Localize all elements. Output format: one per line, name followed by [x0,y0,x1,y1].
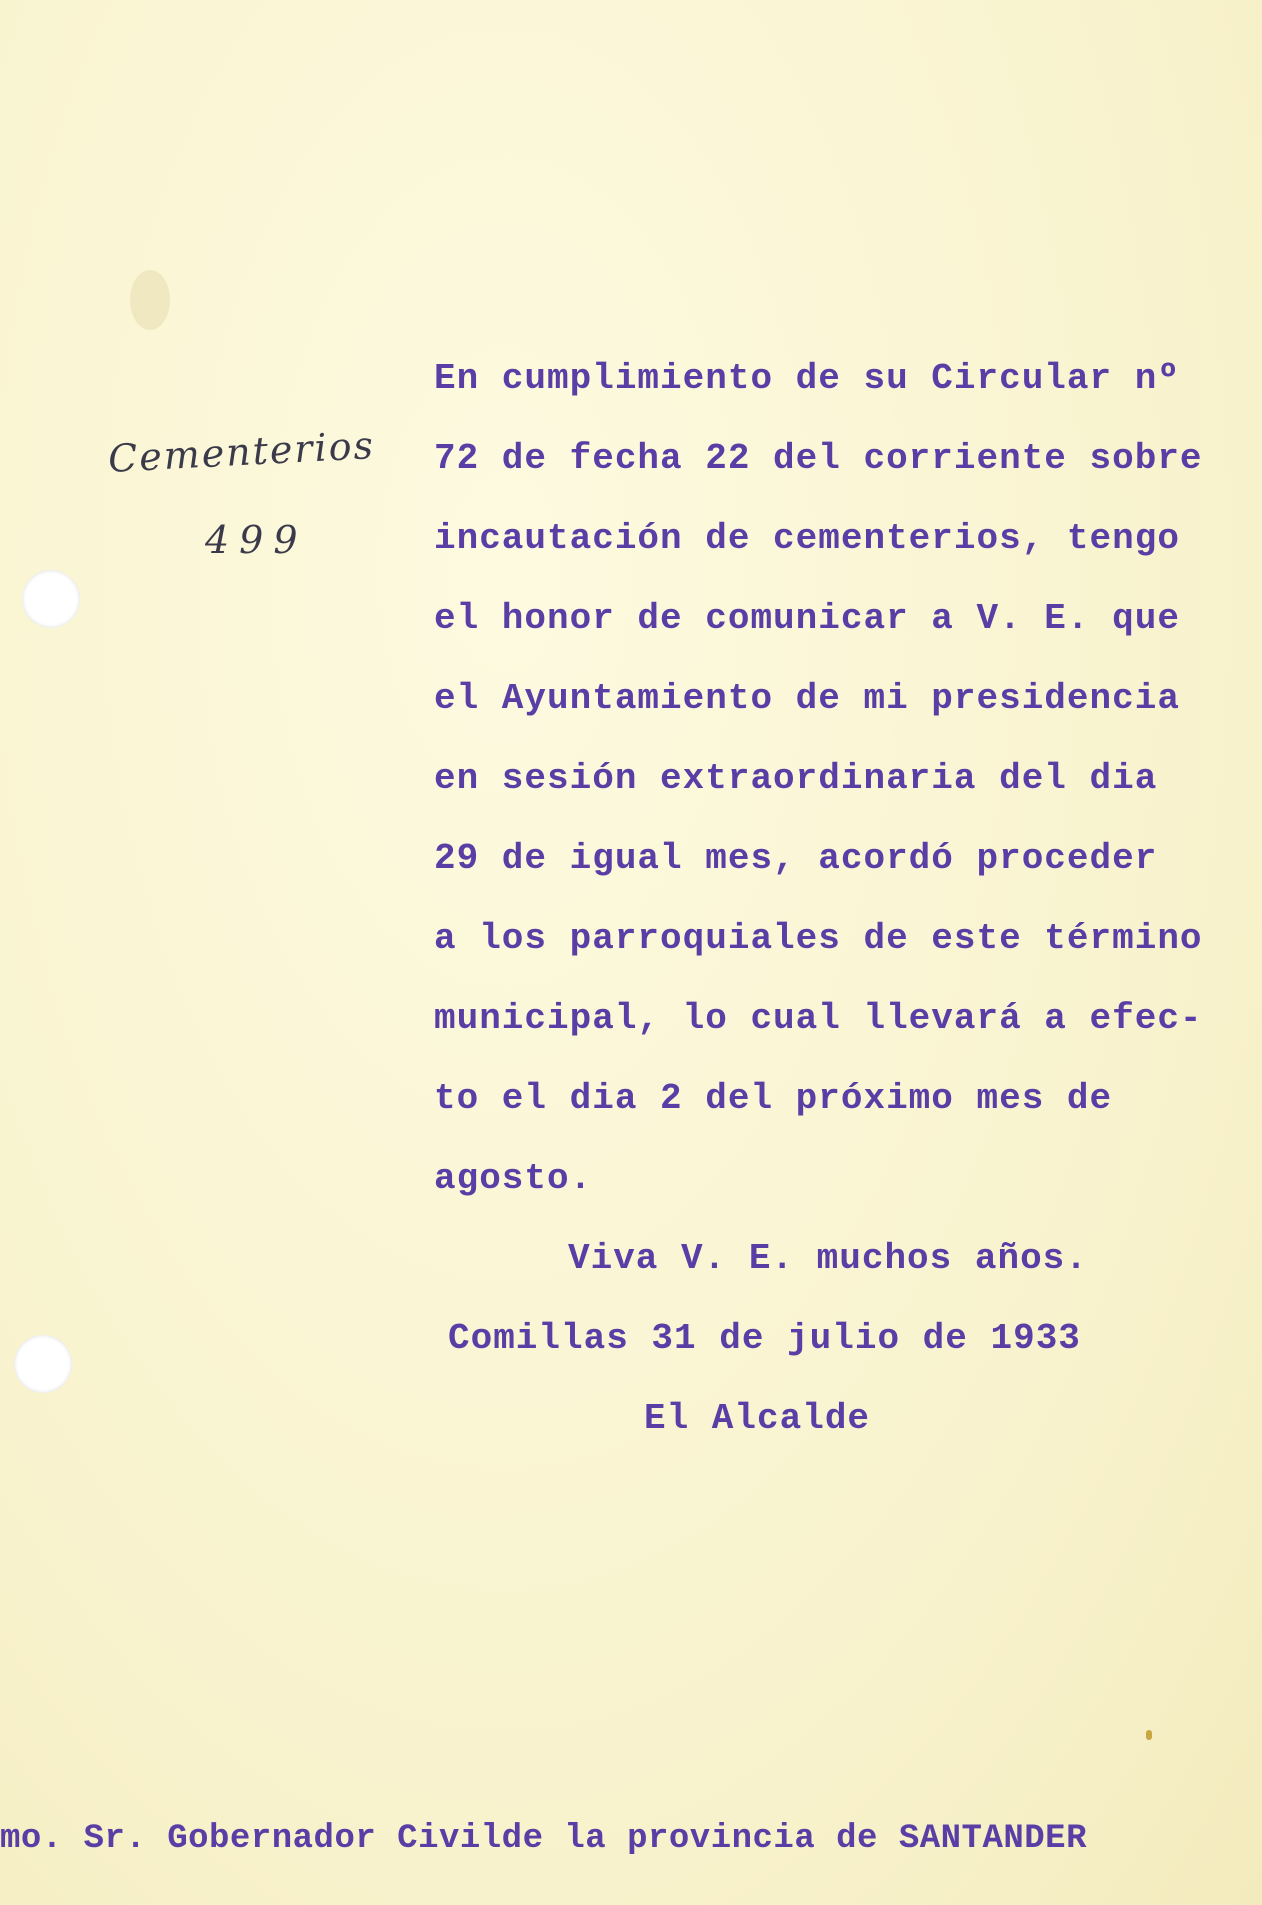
handwritten-annotation-number: 499 [205,518,308,562]
body-line-4: el honor de comunicar a V. E. que [434,598,1180,639]
body-line-9: municipal, lo cual llevará a efec- [434,998,1203,1039]
body-line-7: 29 de igual mes, acordó proceder [434,838,1158,879]
body-line-11: agosto. [434,1158,593,1199]
body-line-1: En cumplimiento de su Circular nº [434,358,1180,399]
punch-hole-top [22,570,80,628]
body-line-8: a los parroquiales de este término [434,918,1203,959]
ink-speck [1146,1730,1152,1740]
body-line-5: el Ayuntamiento de mi presidencia [434,678,1180,719]
body-line-3: incautación de cementerios, tengo [434,518,1180,559]
signatory: El Alcalde [644,1398,871,1439]
place-and-date: Comillas 31 de julio de 1933 [448,1318,1081,1359]
body-line-10: to el dia 2 del próximo mes de [434,1078,1113,1119]
body-line-6: en sesión extraordinaria del dia [434,758,1158,799]
handwritten-annotation-word: Cementerios [107,423,376,481]
paper-stain [130,270,170,330]
body-line-2: 72 de fecha 22 del corriente sobre [434,438,1203,479]
salutation: Viva V. E. muchos años. [568,1238,1088,1279]
punch-hole-bottom [14,1335,72,1393]
addressee: mo. Sr. Gobernador Civilde la provincia de SANTANDER [0,1820,1087,1858]
